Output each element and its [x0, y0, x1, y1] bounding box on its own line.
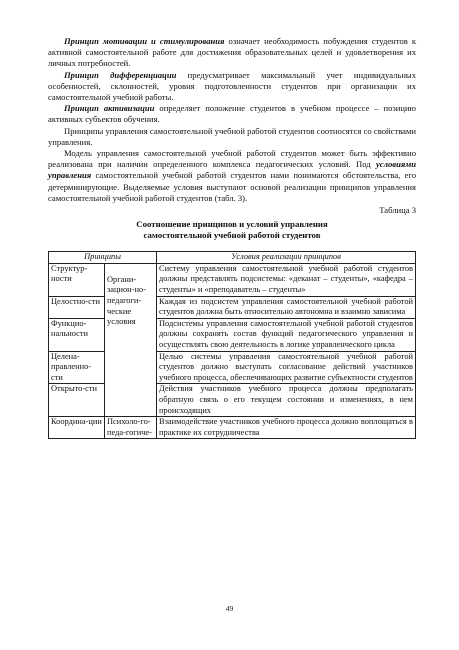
condition-cell: Взаимодействие участников учебного процесса должно воплощаться в практике их сотрудничества — [157, 417, 416, 439]
table-header-row — [49, 252, 416, 264]
condition-cell: Целью системы управления самостоятельной учебной работой студентов должно выступать согласование действий участников учебного процесса, обеспечивающих развитие субъектности студентов — [157, 351, 416, 384]
table-label: Таблица 3 — [379, 205, 416, 216]
table-row — [49, 351, 416, 384]
condition-cell: Каждая из подсистем управления самостоятельной учебной работой студентов должна быть относительно автономна и взаимно зависима — [157, 296, 416, 318]
principle-cell: Целостно-сти — [49, 296, 105, 318]
condition-cell: Подсистемы управления самостоятельной учебной работой студентов должны сохранять состав функций педагогического управления и осуществлять свою деятельность в логике управленческого цикла — [157, 318, 416, 351]
principle-cell: Координа-ции — [49, 417, 105, 439]
page-number: 49 — [225, 604, 234, 613]
paragraph-activization: Принцип активизации определяет положение студентов в учебном процессе – позицию активных субъектов обучения. — [48, 103, 416, 125]
table-row — [49, 296, 416, 318]
header-conditions: Условия реализации принципов — [157, 252, 416, 264]
paragraph-model: Модель управления самостоятельной учебной работой студентов может быть эффективно реализована при наличии определенного комплекса педагогических условий. Под условиями управления самостоятельной учебной работой студентов нами понимаются обстоятельства, его детерминирующие. Выделяемые условия выступают основой реализации принципов управления самостоятельной учебной работой студентов (табл. 3). — [48, 148, 416, 203]
table-row — [49, 417, 416, 439]
paragraph-motivation: Принцип мотивации и стимулирования означает необходимость побуждения студентов к активной самостоятельной работе для достижения образовательных целей и удовлетворения их личных потребностей. — [48, 36, 416, 69]
table-row — [49, 318, 416, 351]
principle-cell: Целена-правленно-сти — [49, 351, 105, 384]
principle-term: Принцип дифференциации — [64, 69, 177, 80]
paragraph-principles: Принципы управления самостоятельной учебной работой студентов соотносятся со свойствами управления. — [48, 125, 416, 147]
principle-cell: Структур-ности — [49, 263, 105, 296]
principle-cell: Функцио-нальности — [49, 318, 105, 351]
table-row — [49, 384, 416, 417]
header-principles: Принципы — [49, 252, 157, 264]
principle-term: Принцип активизации — [64, 103, 155, 114]
document-page — [48, 36, 416, 439]
principle-cell: Открыто-сти — [49, 384, 105, 417]
condition-cell: Действия участников учебного процесса должны предполагать обратную связь о его текущем состоянии и изменениях, в нем происходящих — [157, 384, 416, 417]
condition-cell: Систему управления самостоятельной учебной работой студентов должны представлять подсистемы: «деканат – студенты», «кафедра – студенты» и «преподаватель – студенты» — [157, 263, 416, 296]
condition-group-cell: Психоло-го-педа-гогиче- — [105, 417, 157, 439]
condition-group-cell: Органи-зацион-но-педагоги-ческие условия — [105, 263, 157, 416]
conditions-term: условиями управления — [48, 159, 416, 181]
principles-table — [48, 251, 416, 439]
principle-term: Принцип мотивации и стимулирования — [64, 36, 225, 46]
paragraph-differentiation: Принцип дифференциации предусматривает максимальный учет индивидуальных особенностей, склонностей, уровня подготовленности студентов при организации их самостоятельной учебной работы. — [48, 69, 416, 103]
table-title: Соотношение принципов и условий управления самостоятельной учебной работой студентов — [136, 219, 328, 241]
table-row — [49, 263, 416, 296]
